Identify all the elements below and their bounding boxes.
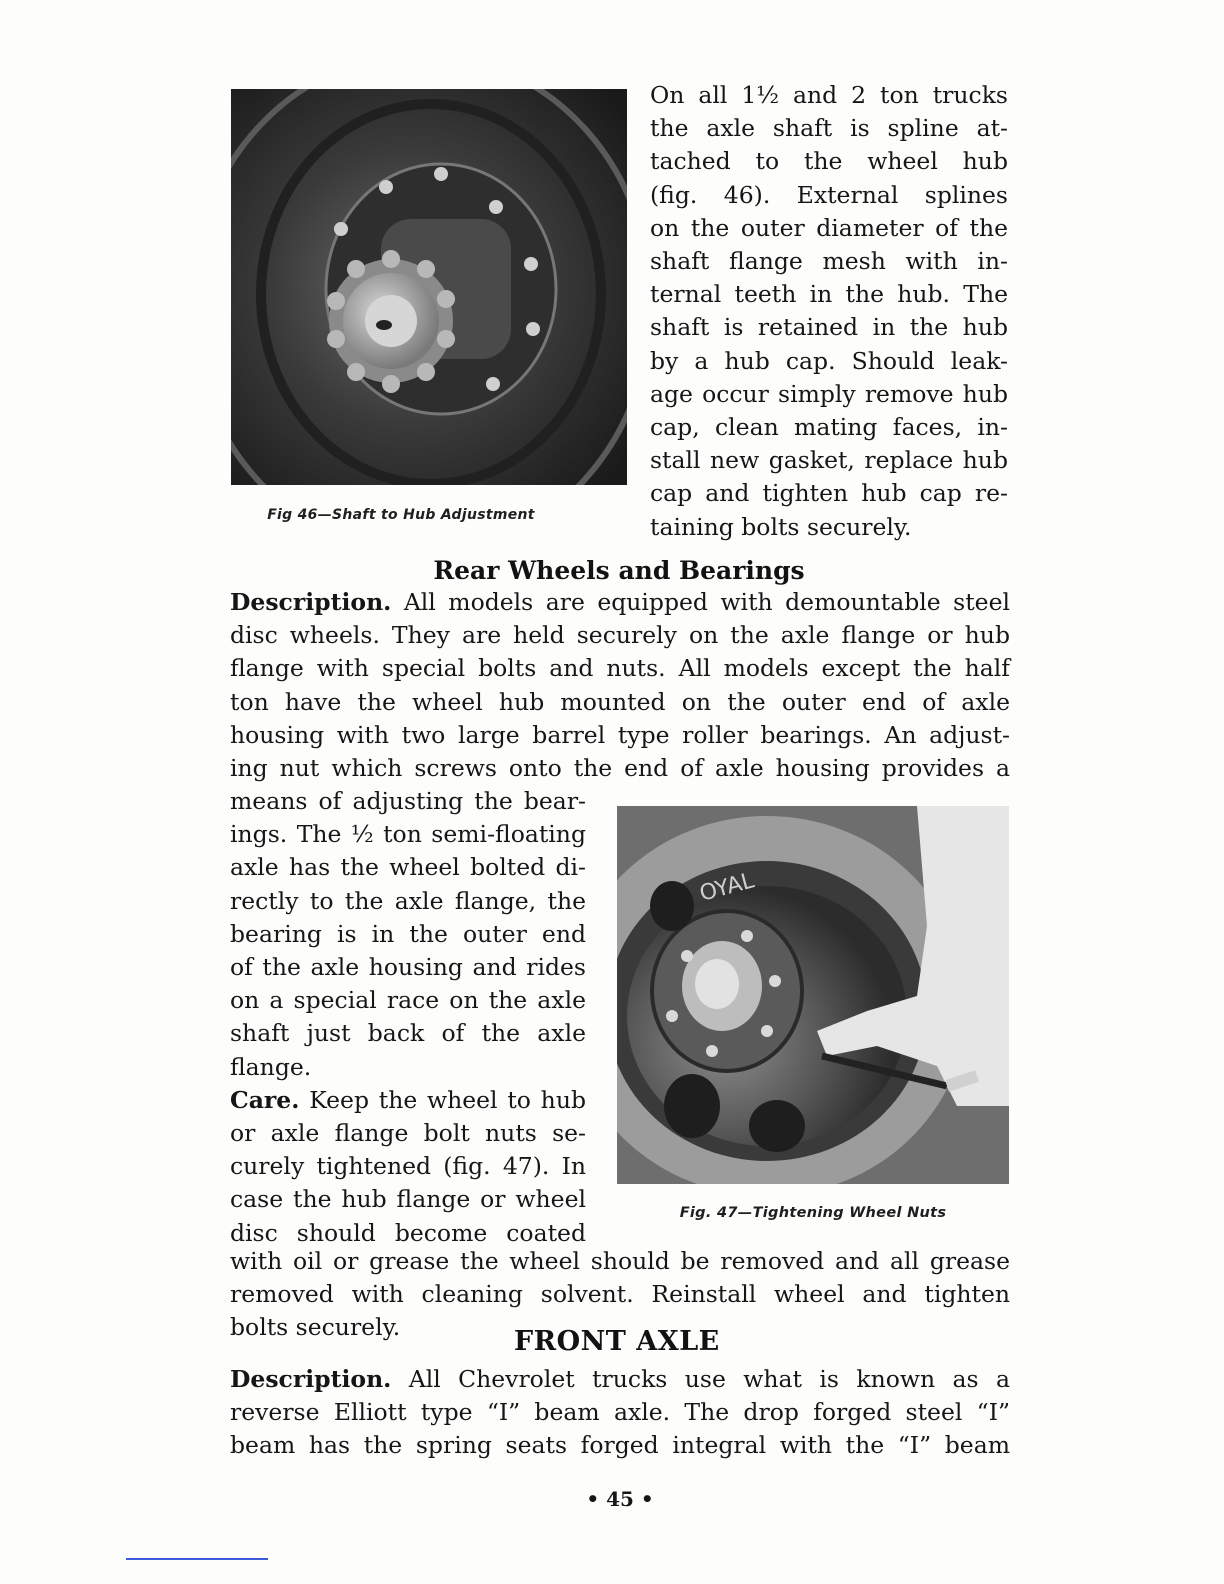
paragraph-line: on a special race on the axle: [230, 986, 586, 1015]
paragraph-line: ternal teeth in the hub. The: [650, 280, 1008, 309]
paragraph-line: cap and tighten hub cap re-: [650, 479, 1008, 508]
paragraph-line: removed with cleaning solvent. Reinstall wheel and tighten: [230, 1280, 1010, 1309]
paragraph-line: on the outer diameter of the: [650, 213, 1008, 242]
paragraph-line: ton have the wheel hub mounted on the outer end of axle: [230, 687, 1010, 716]
paragraph-line: ings. The ½ ton semi-floating: [230, 820, 586, 849]
paragraph-line: stall new gasket, replace hub: [650, 446, 1008, 475]
paragraph-line: or axle flange bolt nuts se-: [230, 1119, 586, 1148]
paragraph-line: shaft just back of the axle: [230, 1019, 586, 1048]
paragraph-line: Description. All models are equipped with demountable steel: [230, 588, 1010, 616]
paragraph-line: case the hub flange or wheel: [230, 1185, 586, 1214]
care-label: Care.: [230, 1085, 300, 1114]
svg-text:OYAL: OYAL: [697, 868, 757, 907]
paragraph-line: housing with two large barrel type roller bearings. An adjust-: [230, 720, 1010, 749]
paragraph-line: bolts securely.: [230, 1313, 401, 1342]
figure-46-caption: Fig 46—Shaft to Hub Adjustment: [267, 507, 535, 523]
paragraph-line: ing nut which screws onto the end of axle housing provides a: [230, 754, 1010, 783]
paragraph-line: disc should become coated: [230, 1218, 586, 1247]
paragraph-line: taining bolts securely.: [650, 512, 912, 541]
paragraph-line: Care. Keep the wheel to hub: [230, 1085, 586, 1114]
paragraph-line: of the axle housing and rides: [230, 953, 586, 982]
wheel-photo-icon: [617, 806, 1009, 1184]
paragraph-line: reverse Elliott type “I” beam axle. The drop forged steel “I”: [230, 1398, 1010, 1427]
paragraph-line: curely tightened (fig. 47). In: [230, 1152, 586, 1181]
figure-47-caption: Fig. 47—Tightening Wheel Nuts: [679, 1205, 947, 1221]
paragraph-line: shaft flange mesh with in-: [650, 247, 1008, 276]
paragraph-line: means of adjusting the bear-: [230, 787, 586, 815]
paragraph-line: flange.: [230, 1052, 312, 1081]
description-label: Description.: [230, 1365, 392, 1393]
description-label: Description.: [230, 588, 392, 616]
footer-rule: [126, 1558, 268, 1560]
paragraph-line: beam has the spring seats forged integral with the “I” beam: [230, 1431, 1010, 1460]
front-axle-description: [230, 1363, 1010, 1463]
paragraph-line: with oil or grease the wheel should be removed and all grease: [230, 1247, 1010, 1275]
page-number: • 45 •: [586, 1487, 654, 1511]
hub-splines-paragraph: [650, 79, 1008, 544]
paragraph-line: On all 1½ and 2 ton trucks: [650, 81, 1008, 109]
paragraph-line: disc wheels. They are held securely on the axle flange or hub: [230, 621, 1010, 650]
hub-photo-icon: [231, 89, 627, 485]
paragraph-line: (fig. 46). External splines: [650, 180, 1008, 209]
rear-wheels-heading: Rear Wheels and Bearings: [433, 556, 805, 585]
rear-wheels-description: [230, 586, 1010, 785]
rear-wheels-narrow-column: [230, 785, 586, 1250]
paragraph-line: shaft is retained in the hub: [650, 313, 1008, 342]
paragraph-line: cap, clean mating faces, in-: [650, 413, 1008, 442]
paragraph-line: the axle shaft is spline at-: [650, 114, 1008, 143]
paragraph-line: tached to the wheel hub: [650, 147, 1008, 176]
paragraph-line: age occur simply remove hub: [650, 379, 1008, 408]
paragraph-line: rectly to the axle flange, the: [230, 886, 586, 915]
paragraph-line: Description. All Chevrolet trucks use what is known as a: [230, 1365, 1010, 1393]
front-axle-heading: FRONT AXLE: [514, 1326, 720, 1357]
paragraph-line: axle has the wheel bolted di-: [230, 853, 586, 882]
paragraph-line: bearing is in the outer end: [230, 919, 586, 948]
paragraph-line: by a hub cap. Should leak-: [650, 346, 1008, 375]
paragraph-line: flange with special bolts and nuts. All models except the half: [230, 654, 1010, 683]
